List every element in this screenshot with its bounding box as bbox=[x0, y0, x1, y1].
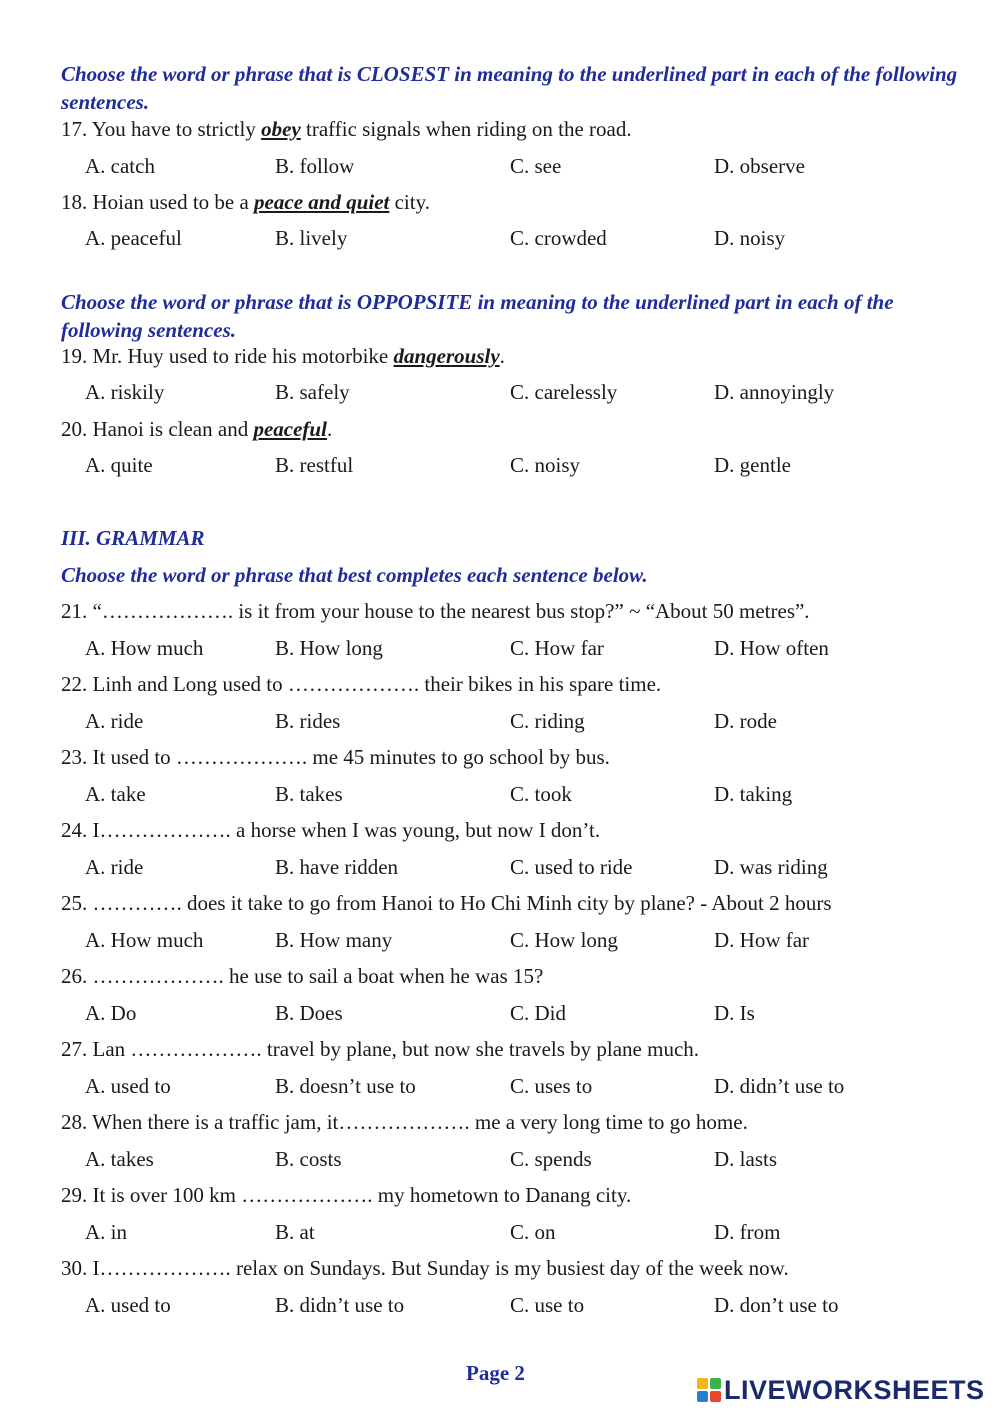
question-20: 20. Hanoi is clean and peaceful. bbox=[61, 417, 333, 441]
question-24: 24. I………………. a horse when I was young, but now I don’t. bbox=[61, 818, 601, 842]
option-a[interactable]: A. catch bbox=[85, 154, 155, 178]
option-d[interactable]: D. lasts bbox=[714, 1147, 777, 1171]
option-c[interactable]: C. crowded bbox=[510, 226, 607, 250]
option-a[interactable]: A. quite bbox=[85, 453, 153, 477]
question-17: 17. You have to strictly obey traffic signals when riding on the road. bbox=[61, 117, 632, 141]
section-heading-grammar: III. GRAMMAR bbox=[61, 526, 205, 550]
option-d[interactable]: D. from bbox=[714, 1220, 781, 1244]
page-number: Page 2 bbox=[466, 1361, 525, 1385]
instruction-opposite: Choose the word or phrase that is OPPOPSITE in meaning to the underlined part in each of the following sentences. bbox=[61, 290, 894, 342]
option-a[interactable]: A. used to bbox=[85, 1293, 171, 1317]
instruction-closest: Choose the word or phrase that is CLOSEST in meaning to the underlined part in each of the following sentences. bbox=[61, 62, 958, 114]
option-d[interactable]: D. observe bbox=[714, 154, 805, 178]
question-27: 27. Lan ………………. travel by plane, but now she travels by plane much. bbox=[61, 1037, 700, 1061]
option-c[interactable]: C. spends bbox=[510, 1147, 592, 1171]
option-a[interactable]: A. used to bbox=[85, 1074, 171, 1098]
question-22: 22. Linh and Long used to ………………. their bikes in his spare time. bbox=[61, 672, 662, 696]
logo-text: LIVEWORKSHEETS bbox=[724, 1375, 985, 1405]
underlined-word: obey bbox=[261, 117, 301, 141]
logo-square bbox=[710, 1391, 721, 1402]
options-19 bbox=[0, 379, 1000, 405]
option-b[interactable]: B. takes bbox=[275, 782, 343, 806]
option-d[interactable]: D. taking bbox=[714, 782, 793, 806]
question-25: 25. …………. does it take to go from Hanoi to Ho Chi Minh city by plane? - About 2 hours bbox=[61, 891, 832, 915]
option-c[interactable]: C. How far bbox=[510, 636, 604, 660]
question-26: 26. ………………. he use to sail a boat when he was 15? bbox=[61, 964, 544, 988]
option-b[interactable]: B. lively bbox=[275, 226, 348, 250]
option-a[interactable]: A. takes bbox=[85, 1147, 154, 1171]
option-b[interactable]: B. restful bbox=[275, 453, 354, 477]
option-b[interactable]: B. costs bbox=[275, 1147, 342, 1171]
option-d[interactable]: D. rode bbox=[714, 709, 777, 733]
option-a[interactable]: A. in bbox=[85, 1220, 127, 1244]
option-a[interactable]: A. take bbox=[85, 782, 146, 806]
options-22 bbox=[0, 708, 1000, 734]
question-28: 28. When there is a traffic jam, it………………. me a very long time to go home. bbox=[61, 1110, 748, 1134]
underlined-word: peace and quiet bbox=[254, 190, 390, 214]
options-26 bbox=[0, 1000, 1000, 1026]
option-b[interactable]: B. doesn’t use to bbox=[275, 1074, 416, 1098]
question-23: 23. It used to ………………. me 45 minutes to go school by bus. bbox=[61, 745, 610, 769]
options-17 bbox=[0, 153, 1000, 179]
option-c[interactable]: C. used to ride bbox=[510, 855, 633, 879]
logo-square bbox=[710, 1378, 721, 1389]
option-b[interactable]: B. Does bbox=[275, 1001, 343, 1025]
options-29 bbox=[0, 1219, 1000, 1245]
option-a[interactable]: A. How much bbox=[85, 928, 204, 952]
option-c[interactable]: C. use to bbox=[510, 1293, 585, 1317]
question-18: 18. Hoian used to be a peace and quiet city. bbox=[61, 190, 430, 214]
option-c[interactable]: C. Did bbox=[510, 1001, 567, 1025]
option-b[interactable]: B. How many bbox=[275, 928, 393, 952]
underlined-word: peaceful bbox=[253, 417, 327, 441]
option-b[interactable]: B. follow bbox=[275, 154, 355, 178]
option-d[interactable]: D. How far bbox=[714, 928, 810, 952]
options-28 bbox=[0, 1146, 1000, 1172]
option-c[interactable]: C. see bbox=[510, 154, 562, 178]
options-27 bbox=[0, 1073, 1000, 1099]
option-c[interactable]: C. riding bbox=[510, 709, 585, 733]
option-d[interactable]: D. didn’t use to bbox=[714, 1074, 845, 1098]
options-20 bbox=[0, 452, 1000, 478]
option-a[interactable]: A. peaceful bbox=[85, 226, 182, 250]
option-c[interactable]: C. uses to bbox=[510, 1074, 593, 1098]
option-d[interactable]: D. gentle bbox=[714, 453, 791, 477]
question-19: 19. Mr. Huy used to ride his motorbike dangerously. bbox=[61, 344, 505, 368]
option-c[interactable]: C. on bbox=[510, 1220, 556, 1244]
liveworksheets-logo[interactable] bbox=[697, 1374, 985, 1406]
option-a[interactable]: A. ride bbox=[85, 855, 144, 879]
option-d[interactable]: D. annoyingly bbox=[714, 380, 835, 404]
option-c[interactable]: C. How long bbox=[510, 928, 618, 952]
option-b[interactable]: B. rides bbox=[275, 709, 341, 733]
option-b[interactable]: B. at bbox=[275, 1220, 315, 1244]
option-d[interactable]: D. Is bbox=[714, 1001, 755, 1025]
option-c[interactable]: C. carelessly bbox=[510, 380, 618, 404]
logo-square bbox=[697, 1378, 708, 1389]
option-c[interactable]: C. noisy bbox=[510, 453, 581, 477]
option-d[interactable]: D. How often bbox=[714, 636, 829, 660]
options-23 bbox=[0, 781, 1000, 807]
question-30: 30. I………………. relax on Sundays. But Sunday is my busiest day of the week now. bbox=[61, 1256, 789, 1280]
option-a[interactable]: A. riskily bbox=[85, 380, 165, 404]
option-a[interactable]: A. ride bbox=[85, 709, 144, 733]
question-29: 29. It is over 100 km ………………. my hometown to Danang city. bbox=[61, 1183, 632, 1207]
logo-square bbox=[697, 1391, 708, 1402]
option-b[interactable]: B. safely bbox=[275, 380, 350, 404]
option-d[interactable]: D. noisy bbox=[714, 226, 786, 250]
options-25 bbox=[0, 927, 1000, 953]
option-a[interactable]: A. How much bbox=[85, 636, 204, 660]
option-b[interactable]: B. have ridden bbox=[275, 855, 399, 879]
question-21: 21. “………………. is it from your house to the nearest bus stop?” ~ “About 50 metres”. bbox=[61, 599, 810, 623]
underlined-word: dangerously bbox=[393, 344, 500, 368]
option-a[interactable]: A. Do bbox=[85, 1001, 137, 1025]
option-b[interactable]: B. didn’t use to bbox=[275, 1293, 405, 1317]
options-30 bbox=[0, 1292, 1000, 1318]
options-21 bbox=[0, 635, 1000, 661]
option-c[interactable]: C. took bbox=[510, 782, 572, 806]
instruction-grammar: Choose the word or phrase that best completes each sentence below. bbox=[61, 563, 648, 587]
option-d[interactable]: D. was riding bbox=[714, 855, 828, 879]
logo-grid-icon bbox=[697, 1378, 721, 1402]
option-b[interactable]: B. How long bbox=[275, 636, 383, 660]
options-24 bbox=[0, 854, 1000, 880]
options-18 bbox=[0, 225, 1000, 251]
option-d[interactable]: D. don’t use to bbox=[714, 1293, 839, 1317]
